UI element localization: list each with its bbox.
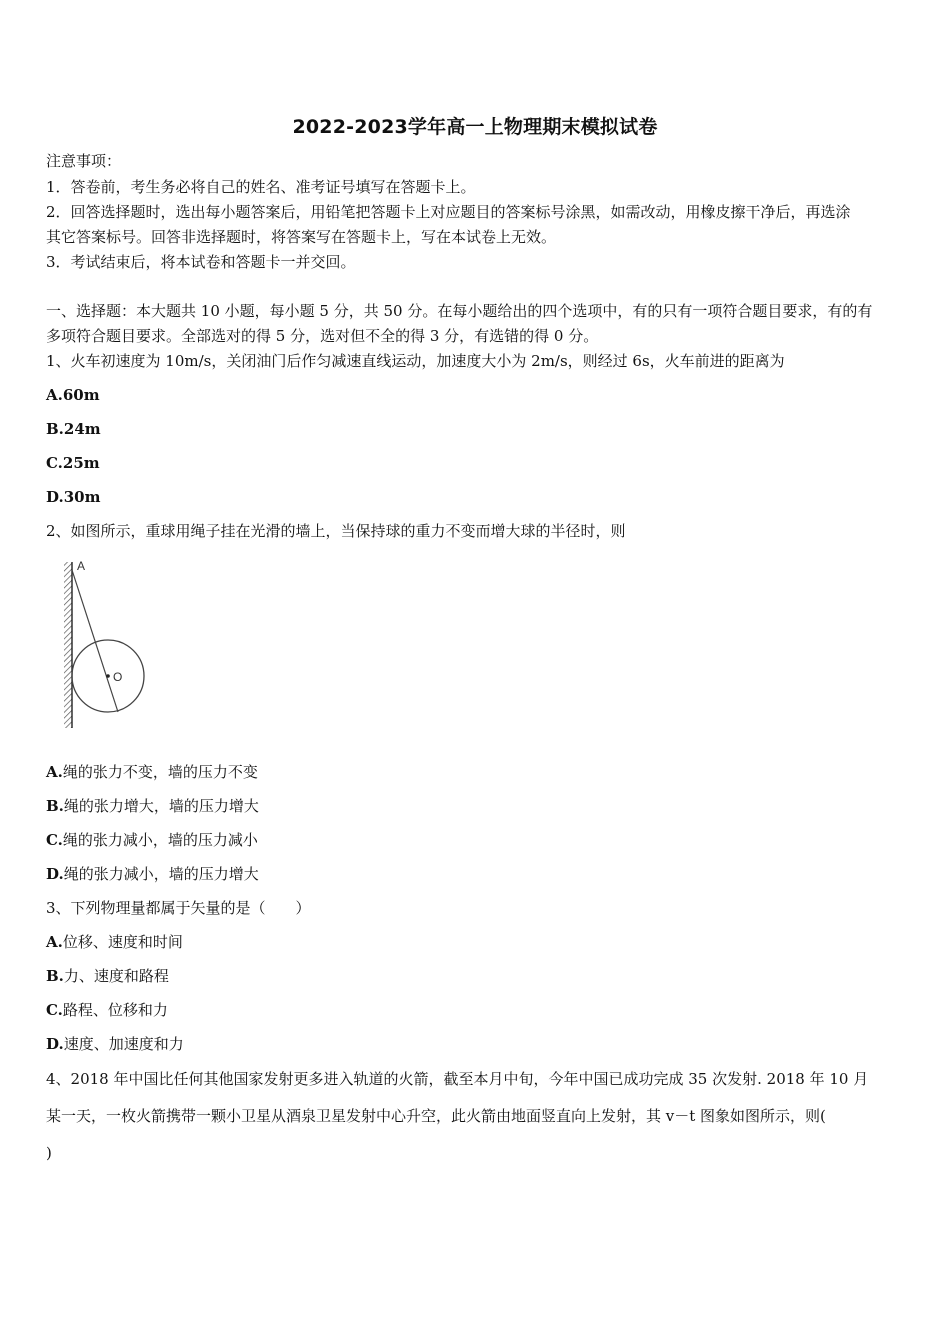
section-instructions: 多项符合题目要求。全部选对的得 5 分，选对但不全的得 3 分，有选错的得 0 分。 <box>46 327 599 345</box>
q2-option-d: D.绳的张力减小，墙的压力增大 <box>46 865 259 883</box>
ball-center-dot <box>106 674 110 678</box>
q3-option-b: B.力、速度和路程 <box>46 967 169 985</box>
q2-option-c: C.绳的张力减小，墙的压力减小 <box>46 831 258 849</box>
q3-option-a: A.位移、速度和时间 <box>46 933 183 951</box>
question-4-stem: ) <box>46 1144 52 1162</box>
q1-option-b: B.24m <box>46 420 101 438</box>
section-instructions: 一、选择题：本大题共 10 小题，每小题 5 分，共 50 分。在每小题给出的四个选项中，有的只有一项符合题目要求，有的有 <box>46 302 873 320</box>
point-o-label: O <box>113 670 123 684</box>
question-4-stem: 4、2018 年中国比任何其他国家发射更多进入轨道的火箭，截至本月中旬，今年中国已成功完成 35 次发射. 2018 年 10 月 <box>46 1070 869 1088</box>
notice-item: 1．答卷前，考生务必将自己的姓名、准考证号填写在答题卡上。 <box>46 178 476 196</box>
page-title: 2022-2023学年高一上物理期末模拟试卷 <box>292 116 658 138</box>
notice-item: 2．回答选择题时，选出每小题答案后，用铅笔把答题卡上对应题目的答案标号涂黑，如需改动，用橡皮擦干净后，再选涂 <box>46 203 851 221</box>
ball-on-wall-diagram <box>56 556 156 732</box>
q1-option-c: C.25m <box>46 454 100 472</box>
q2-option-a: A.绳的张力不变，墙的压力不变 <box>46 763 258 781</box>
rope-line <box>72 570 118 712</box>
q3-option-c: C.路程、位移和力 <box>46 1001 168 1019</box>
q3-option-d: D.速度、加速度和力 <box>46 1035 184 1053</box>
point-a-label: A <box>77 559 86 573</box>
q1-option-d: D.30m <box>46 488 101 506</box>
notice-item: 其它答案标号。回答非选择题时，将答案写在答题卡上，写在本试卷上无效。 <box>46 228 557 246</box>
question-1-stem: 1、火车初速度为 10m/s，关闭油门后作匀减速直线运动，加速度大小为 2m/s，则经过 6s，火车前进的距离为 <box>46 352 785 370</box>
q1-option-a: A.60m <box>46 386 100 404</box>
notice-heading: 注意事项： <box>46 152 122 170</box>
notice-item: 3．考试结束后，将本试卷和答题卡一并交回。 <box>46 253 356 271</box>
question-4-stem: 某一天，一枚火箭携带一颗小卫星从酒泉卫星发射中心升空，此火箭由地面竖直向上发射，其 v－t 图象如图所示，则( <box>46 1107 826 1125</box>
q2-option-b: B.绳的张力增大，墙的压力增大 <box>46 797 259 815</box>
wall-hatching <box>64 562 72 728</box>
question-3-stem: 3、下列物理量都属于矢量的是（ ） <box>46 899 311 917</box>
question-2-stem: 2、如图所示，重球用绳子挂在光滑的墙上，当保持球的重力不变而增大球的半径时，则 <box>46 522 626 540</box>
